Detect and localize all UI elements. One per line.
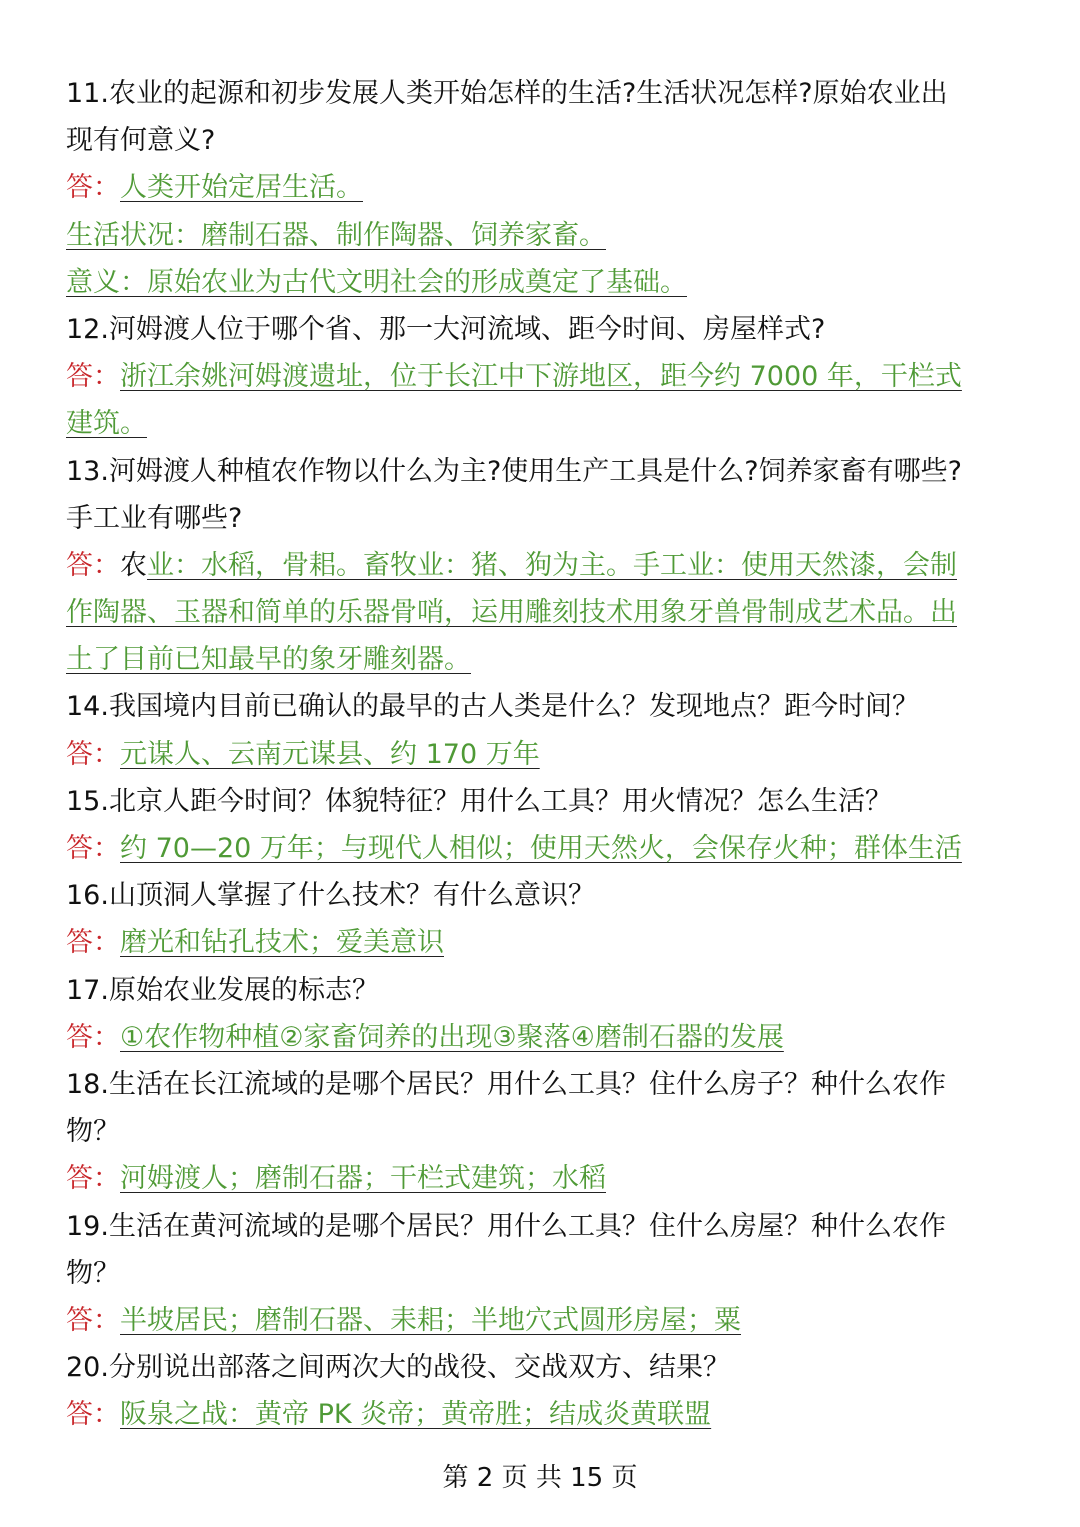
answer-15-line-1 [66, 825, 1026, 872]
answer-text: 河姆渡人；磨制石器；干栏式建筑；水稻 [120, 1163, 606, 1195]
question-17-line-1 [66, 967, 1026, 1014]
answer-text: 生活状况：磨制石器、制作陶器、饲养家畜。 [66, 219, 606, 251]
answer-text: 阪泉之战：黄帝 PK 炎帝；黄帝胜；结成炎黄联盟 [120, 1399, 712, 1431]
answer-prefix: 答： [66, 361, 120, 393]
question-text: 11.农业的起源和初步发展人类开始怎样的生活?生活状况怎样?原始农业出 [66, 78, 948, 109]
answer-11-line-3 [66, 259, 1026, 306]
question-18-line-1 [66, 1061, 1026, 1108]
answer-13-line-3 [66, 636, 1026, 683]
answer-text: ①农作物种植②家畜饲养的出现③聚落④磨制石器的发展 [120, 1021, 784, 1053]
answer-17-line-1 [66, 1014, 1026, 1061]
answer-prefix: 答： [66, 1163, 120, 1195]
answer-text: 磨光和钻孔技术；爱美意识 [120, 927, 444, 959]
question-14-line-1 [66, 683, 1026, 730]
question-16-line-1 [66, 872, 1026, 919]
answer-13-line-1 [66, 542, 1026, 589]
answer-13-line-2 [66, 589, 1026, 636]
answer-text: 元谋人、云南元谋县、约 170 万年 [120, 738, 540, 770]
question-19-line-2 [66, 1250, 1026, 1297]
question-text: 19.生活在黄河流域的是哪个居民？用什么工具？住什么房屋？种什么农作 [66, 1210, 946, 1242]
answer-prefix: 答： [66, 172, 120, 204]
question-text: 物？ [66, 1257, 120, 1289]
answer-20-line-1 [66, 1391, 1026, 1438]
answer-text: 建筑。 [66, 408, 147, 440]
answer-prefix: 答： [66, 1304, 120, 1336]
answer-12-line-1 [66, 353, 1026, 400]
question-19-line-1 [66, 1203, 1026, 1250]
question-text: 12.河姆渡人位于哪个省、那一大河流域、距今时间、房屋样式? [66, 313, 826, 345]
question-text: 16.山顶洞人掌握了什么技术？有什么意识？ [66, 880, 595, 912]
answer-text: 约 70—20 万年；与现代人相似；使用天然火，会保存火种；群体生活 [120, 833, 962, 864]
answer-11-line-1 [66, 164, 1026, 211]
answer-text: 作陶器、玉器和简单的乐器骨哨，运用雕刻技术用象牙兽骨制成艺术品。出 [66, 597, 957, 629]
answer-prefix: 答： [66, 927, 120, 959]
answer-11-line-2 [66, 212, 1026, 259]
answer-14-line-1 [66, 731, 1026, 778]
question-11-line-1 [66, 70, 1026, 117]
page-number-footer: 第 2 页 共 15 页 [442, 1463, 638, 1493]
question-18-line-2 [66, 1108, 1026, 1155]
answer-text-dark: 农 [120, 549, 147, 581]
answer-prefix: 答： [66, 833, 120, 864]
question-text: 17.原始农业发展的标志？ [66, 974, 379, 1006]
answer-text: 土了目前已知最早的象牙雕刻器。 [66, 644, 471, 676]
answer-16-line-1 [66, 919, 1026, 966]
question-13-line-2 [66, 495, 1026, 542]
answer-text: 人类开始定居生活。 [120, 172, 363, 204]
answer-prefix: 答： [66, 1399, 120, 1431]
question-11-line-2 [66, 117, 1026, 164]
question-text: 物？ [66, 1116, 120, 1148]
question-text: 20.分别说出部落之间两次大的战役、交战双方、结果？ [66, 1352, 730, 1384]
question-15-line-1 [66, 778, 1026, 825]
question-text: 13.河姆渡人种植农作物以什么为主?使用生产工具是什么?饲养家畜有哪些? [66, 455, 962, 487]
question-text: 14.我国境内目前已确认的最早的古人类是什么？发现地点？距今时间？ [66, 691, 919, 723]
answer-prefix: 答： [66, 549, 120, 581]
answer-text: 半坡居民；磨制石器、耒耜；半地穴式圆形房屋；粟 [120, 1304, 741, 1336]
question-text: 手工业有哪些? [66, 502, 243, 534]
question-text: 现有何意义? [66, 125, 216, 157]
answer-18-line-1 [66, 1155, 1026, 1202]
answer-text: 意义：原始农业为古代文明社会的形成奠定了基础。 [66, 266, 687, 298]
answer-prefix: 答： [66, 1021, 120, 1053]
answer-12-line-2 [66, 400, 1026, 447]
answer-text: 浙江余姚河姆渡遗址，位于长江中下游地区，距今约 7000 年，干栏式 [120, 361, 962, 393]
question-13-line-1 [66, 448, 1026, 495]
answer-19-line-1 [66, 1297, 1026, 1344]
question-text: 15.北京人距今时间？体貌特征？用什么工具？用火情况？怎么生活？ [66, 785, 892, 817]
document-body [66, 70, 1026, 1438]
answer-text: 业：水稻，骨耜。畜牧业：猪、狗为主。手工业：使用天然漆，会制 [147, 549, 957, 581]
answer-prefix: 答： [66, 738, 120, 770]
question-20-line-1 [66, 1344, 1026, 1391]
question-text: 18.生活在长江流域的是哪个居民？用什么工具？住什么房子？种什么农作 [66, 1068, 946, 1100]
question-12-line-1 [66, 306, 1026, 353]
